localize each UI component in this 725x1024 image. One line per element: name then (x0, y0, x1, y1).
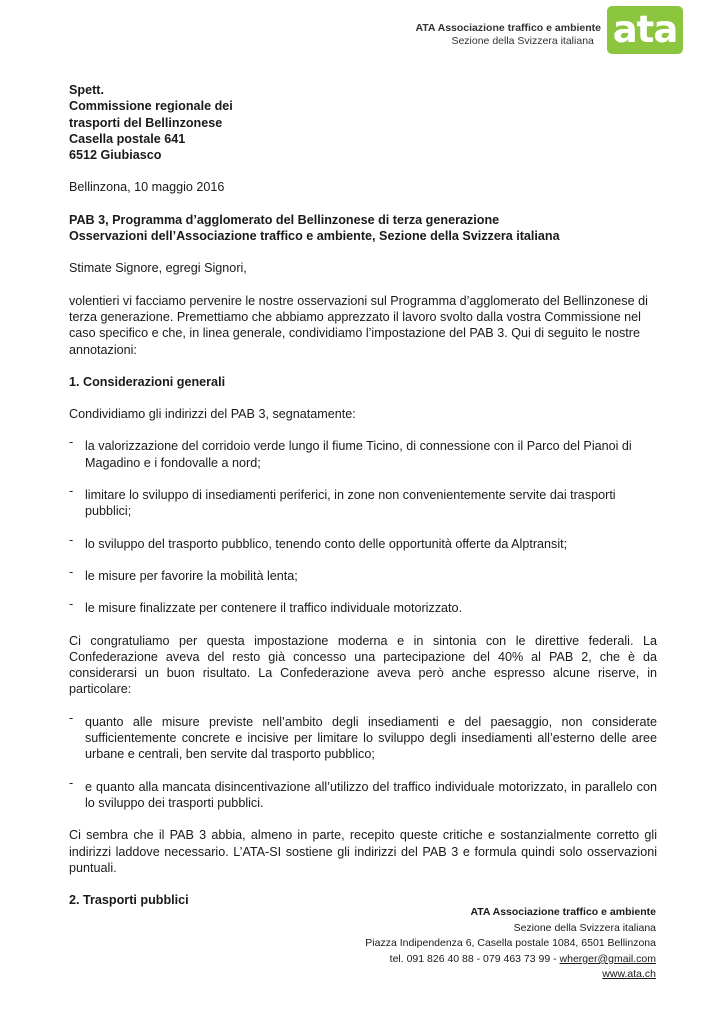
address-line: trasporti del Bellinzonese (69, 115, 223, 130)
letter-footer (365, 905, 656, 983)
ata-logo: ata (607, 6, 683, 54)
section-lead: Condividiamo gli indirizzi del PAB 3, segnatamente: (69, 407, 356, 422)
address-line: Spett. (69, 83, 104, 97)
list-item (69, 484, 657, 520)
list-item-text: le misure finalizzate per contenere il traffico individuale motorizzato. (85, 601, 463, 616)
website-link[interactable]: www.ata.ch (602, 968, 656, 981)
section-heading: 1. Considerazioni generali (69, 374, 226, 389)
list-item-text: quanto alle misure previste nell’ambito degli insediamenti e del paesaggio, non considerate sufficientemente concrete e incisive per limitare lo sviluppo degli insediamenti all’esterno delle aree urbane e centrali, ben servite dal trasporto pubblico; (85, 714, 657, 762)
list-item (69, 775, 657, 812)
list-item-text: la valorizzazione del corridoio verde lungo il fiume Ticino, di connessione con il Parco del Pianoi di Magadino e i fondovalle a nord; (85, 439, 632, 470)
letterhead (415, 6, 683, 54)
recipient-address (69, 82, 657, 163)
list-item-text: le misure per favorire la mobilità lenta; (85, 568, 298, 583)
letter-date: Bellinzona, 10 maggio 2016 (69, 180, 225, 195)
salutation: Stimate Signore, egregi Signori, (69, 261, 247, 276)
bullet-marker: - (69, 564, 74, 579)
bullet-list (69, 435, 657, 616)
subject-line: PAB 3, Programma d’agglomerato del Bellinzonese di terza generazione (69, 212, 500, 227)
footer-contact (365, 952, 656, 968)
bullet-marker: - (69, 484, 74, 499)
bullet-marker: - (69, 597, 74, 612)
list-item-text: lo sviluppo del trasporto pubblico, tenendo conto delle opportunità offerte da Alptransit; (85, 536, 568, 551)
bullet-marker: - (69, 710, 74, 725)
email-link[interactable]: wherger@gmail.com (559, 952, 656, 965)
list-item (69, 597, 657, 616)
list-item (69, 710, 657, 763)
subject-line: Osservazioni dell’Associazione traffico e ambiente, Sezione della Svizzera italiana (69, 229, 560, 244)
footer-org: ATA Associazione traffico e ambiente (470, 906, 656, 918)
list-item-text: e quanto alla mancata disincentivazione all’utilizzo del traffico individuale motorizzato, in parallelo con lo sviluppo dei trasporti pubblici. (85, 779, 657, 810)
bullet-marker: - (69, 775, 74, 790)
bullet-list (69, 710, 657, 811)
list-item (69, 532, 657, 552)
bullet-marker: - (69, 532, 74, 547)
footer-phone: tel. 091 826 40 88 - 079 463 73 99 - (389, 952, 560, 965)
letter-body (69, 82, 657, 908)
footer-address: Piazza Indipendenza 6, Casella postale 1084, 6501 Bellinzona (365, 937, 656, 950)
list-item-text: limitare lo sviluppo di insediamenti periferici, in zone non convenientemente servite dai trasporti pubblici; (85, 488, 616, 519)
list-item (69, 564, 657, 584)
intro-paragraph: volentieri vi facciamo pervenire le nostre osservazioni sul Programma d’agglomerato del Bellinzonese di terza generazione. Premettiamo che abbiamo apprezzato il lavoro svolto dalla vostra Commissione nel caso specifico e che, in linea generale, condividiamo l’impostazione del PAB 3. Qui di seguito le nostre annotazioni: (69, 293, 648, 357)
letterhead-text (415, 22, 601, 48)
org-section: Sezione della Svizzera italiana (451, 35, 594, 47)
body-paragraph: Ci sembra che il PAB 3 abbia, almeno in parte, recepito queste critiche e sostanzialmente corretto gli indirizzi laddove necessario. L’ATA-SI sostiene gli indirizzi del PAB 3 e formula quindi solo osservazioni puntuali. (69, 828, 657, 875)
subject (69, 212, 657, 245)
address-line: Casella postale 641 (69, 131, 186, 146)
footer-section: Sezione della Svizzera italiana (513, 921, 656, 934)
address-line: Commissione regionale dei (69, 99, 233, 114)
body-paragraph: Ci congratuliamo per questa impostazione moderna e in sintonia con le direttive federali. La Confederazione aveva del resto già concesso una partecipazione del 40% al PAB 2, che è da considerarsi un buon risultato. La Confederazione aveva però anche espresso alcune riserve, in particolare: (69, 633, 657, 697)
section-heading: 2. Trasporti pubblici (69, 893, 189, 908)
bullet-marker: - (69, 435, 74, 450)
org-name: ATA Associazione traffico e ambiente (415, 22, 601, 34)
list-item (69, 435, 657, 471)
address-line: 6512 Giubiasco (69, 148, 162, 163)
